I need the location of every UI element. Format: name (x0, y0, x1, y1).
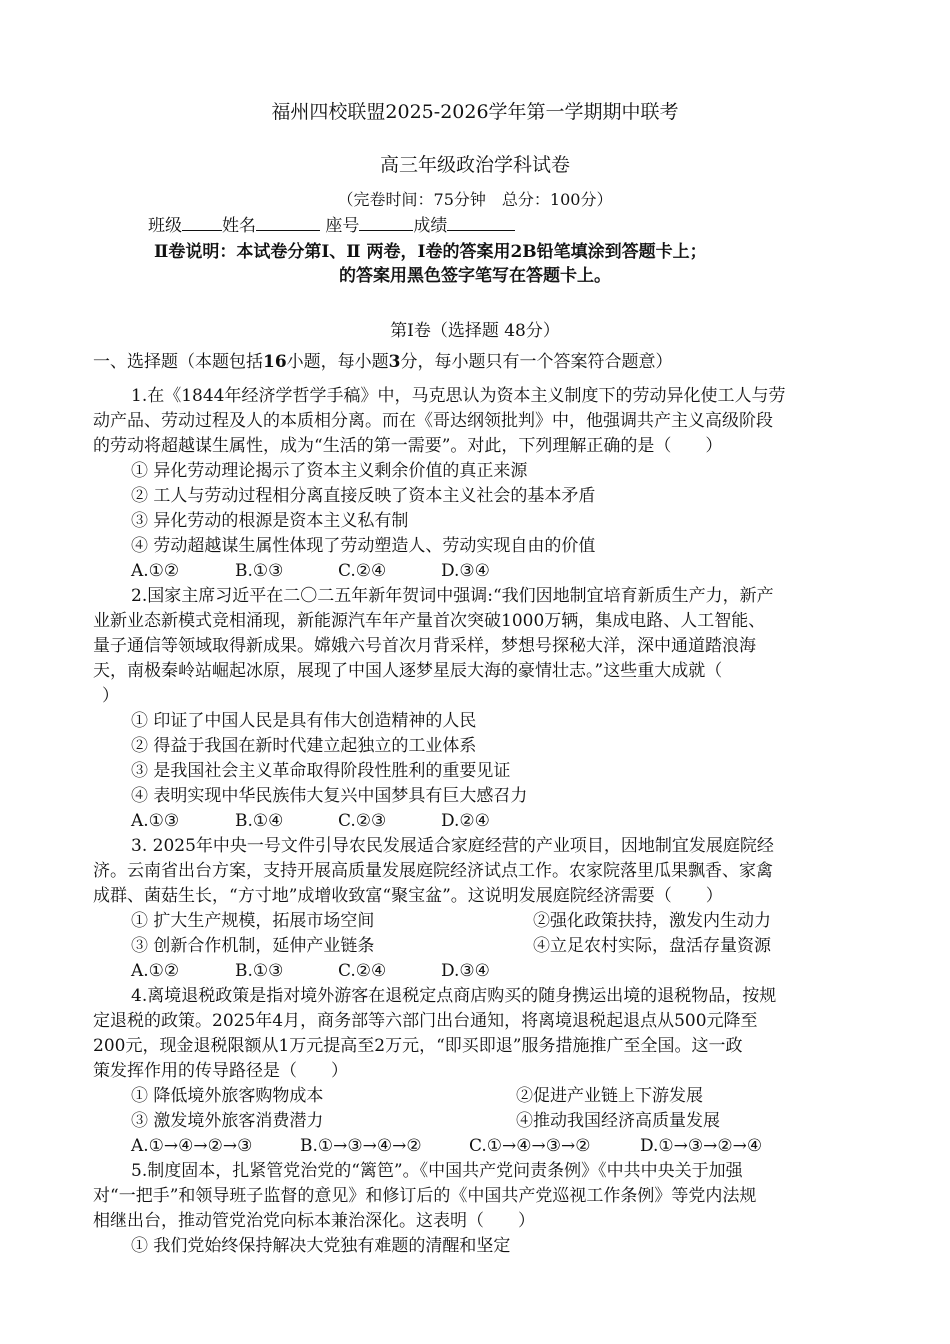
question-stem-line: 2.国家主席习近平在二〇二五年新年贺词中强调:“我们因地制宜培育新质生产力，新产 (131, 586, 774, 606)
exam-note-line-2: 的答案用黑色签字笔写在答题卡上。 (339, 266, 611, 286)
question-stem-line: 200元，现金退税限额从1万元提高至2万元，“即买即退”服务措施推广至全国。这一政 (93, 1036, 743, 1056)
statement-item: ②促进产业链上下游发展 (516, 1086, 703, 1106)
answer-option-d: D.③④ (441, 961, 490, 981)
question-stem-line: 动产品、劳动过程及人的本质相分离。而在《哥达纲领批判》中，他强调共产主义高级阶段 (93, 411, 773, 431)
section-instruction: 一、选择题（本题包括16小题，每小题3分，每小题只有一个答案符合题意） (93, 352, 673, 372)
statement-item: ② 工人与劳动过程相分离直接反映了资本主义社会的基本矛盾 (131, 486, 596, 506)
answer-option-a: A.①→④→②→③ (131, 1136, 253, 1156)
question-stem-line: 相继出台，推动管党治党向标本兼治深化。这表明（ ） (93, 1211, 535, 1231)
question-stem-line: 3. 2025年中央一号文件引导农民发展适合家庭经营的产业项目，因地制宜发展庭院经 (131, 836, 774, 856)
question-stem-line: 定退税的政策。2025年4月，商务部等六部门出台通知，将离境退税起退点从500元降至 (93, 1011, 758, 1031)
name-label: 姓名 (222, 216, 256, 236)
question-stem-line: 1.在《1844年经济学哲学手稿》中，马克思认为资本主义制度下的劳动异化使工人与劳 (131, 386, 786, 406)
exam-time-info: （完卷时间：75分钟 总分：100分） (337, 190, 613, 209)
answer-option-a: A.①② (131, 961, 180, 981)
question-stem-line: 济。云南省出台方案，支持开展高质量发展庭院经济试点工作。农家院落里瓜果飘香、家禽 (93, 861, 773, 881)
question-stem-line: 天，南极秦岭站崛起冰原，展现了中国人逐梦星辰大海的豪情壮志。”这些重大成就（ (93, 661, 723, 681)
question-stem-line: 对“一把手”和领导班子监督的意见》和修订后的《中国共产党巡视工作条例》等党内法规 (93, 1186, 757, 1206)
question-stem-line: 成群、菌菇生长，“方寸地”成增收致富“聚宝盆”。这说明发展庭院经济需要（ ） (93, 886, 723, 906)
answer-option-d: D.③④ (441, 561, 490, 581)
statement-item: ② 得益于我国在新时代建立起独立的工业体系 (131, 736, 477, 756)
statement-item: ④推动我国经济高质量发展 (516, 1111, 720, 1131)
statement-item: ③ 是我国社会主义革命取得阶段性胜利的重要见证 (131, 761, 511, 781)
part-one-title: 第Ⅰ卷（选择题 48分） (390, 321, 560, 341)
statement-item: ④立足农村实际，盘活存量资源 (533, 936, 771, 956)
answer-option-b: B.①③ (235, 961, 284, 981)
answer-option-b: B.①③ (235, 561, 284, 581)
seat-blank (359, 212, 413, 231)
exam-title: 福州四校联盟2025-2026学年第一学期期中联考 (271, 101, 679, 123)
answer-option-b: B.①→③→④→② (300, 1136, 422, 1156)
statement-item: ④ 劳动超越谋生属性体现了劳动塑造人、劳动实现自由的价值 (131, 536, 596, 556)
question-stem-line: 量子通信等领域取得新成果。嫦娥六号首次月背采样，梦想号探秘大洋，深中通道踏浪海 (93, 636, 756, 656)
statement-item: ① 异化劳动理论揭示了资本主义剩余价值的真正来源 (131, 461, 528, 481)
answer-option-a: A.①② (131, 561, 180, 581)
statement-item: ④ 表明实现中华民族伟大复兴中国梦具有巨大感召力 (131, 786, 528, 806)
question-stem-line: 4.离境退税政策是指对境外游客在退税定点商店购买的随身携运出境的退税物品，按规 (131, 986, 777, 1006)
statement-item: ① 印证了中国人民是具有伟大创造精神的人民 (131, 711, 477, 731)
student-info-fields (148, 212, 515, 238)
question-stem-line: 5.制度固本，扎紧管党治党的“篱笆”。《中国共产党问责条例》《中共中央关于加强 (131, 1161, 743, 1181)
score-blank (447, 212, 515, 231)
statement-item: ① 我们党始终保持解决大党独有难题的清醒和坚定 (131, 1236, 511, 1256)
seat-label: 座号 (325, 216, 360, 236)
answer-option-c: C.①→④→③→② (469, 1136, 591, 1156)
name-blank (256, 212, 320, 231)
class-label: 班级 (148, 216, 182, 236)
answer-option-d: D.①→③→②→④ (640, 1136, 763, 1156)
statement-item: ②强化政策扶持，激发内生动力 (533, 911, 771, 931)
statement-item: ③ 激发境外旅客消费潜力 (131, 1111, 324, 1131)
question-stem-line: 的劳动将超越谋生属性，成为“生活的第一需要”。对此，下列理解正确的是（ ） (93, 436, 723, 456)
answer-option-c: C.②④ (338, 561, 387, 581)
answer-option-b: B.①④ (235, 811, 284, 831)
statement-item: ③ 异化劳动的根源是资本主义私有制 (131, 511, 409, 531)
question-stem-line: 策发挥作用的传导路径是（ ） (93, 1061, 348, 1081)
exam-note-line-1: Ⅱ卷说明：本试卷分第Ⅰ、Ⅱ 两卷，Ⅰ卷的答案用2B铅笔填涂到答题卡上； (154, 242, 707, 262)
answer-option-a: A.①③ (131, 811, 180, 831)
statement-item: ① 降低境外旅客购物成本 (131, 1086, 324, 1106)
class-blank (182, 212, 222, 231)
score-label: 成绩 (413, 216, 448, 236)
statement-item: ③ 创新合作机制，延伸产业链条 (131, 936, 375, 956)
statement-item: ① 扩大生产规模，拓展市场空间 (131, 911, 375, 931)
exam-subtitle: 高三年级政治学科试卷 (379, 154, 570, 176)
question-stem-line: ） (102, 686, 119, 706)
question-stem-line: 业新业态新模式竞相涌现，新能源汽车年产量首次突破1000万辆，集成电路、人工智能、 (93, 611, 766, 631)
answer-option-d: D.②④ (441, 811, 490, 831)
answer-option-c: C.②④ (338, 961, 387, 981)
answer-option-c: C.②③ (338, 811, 387, 831)
